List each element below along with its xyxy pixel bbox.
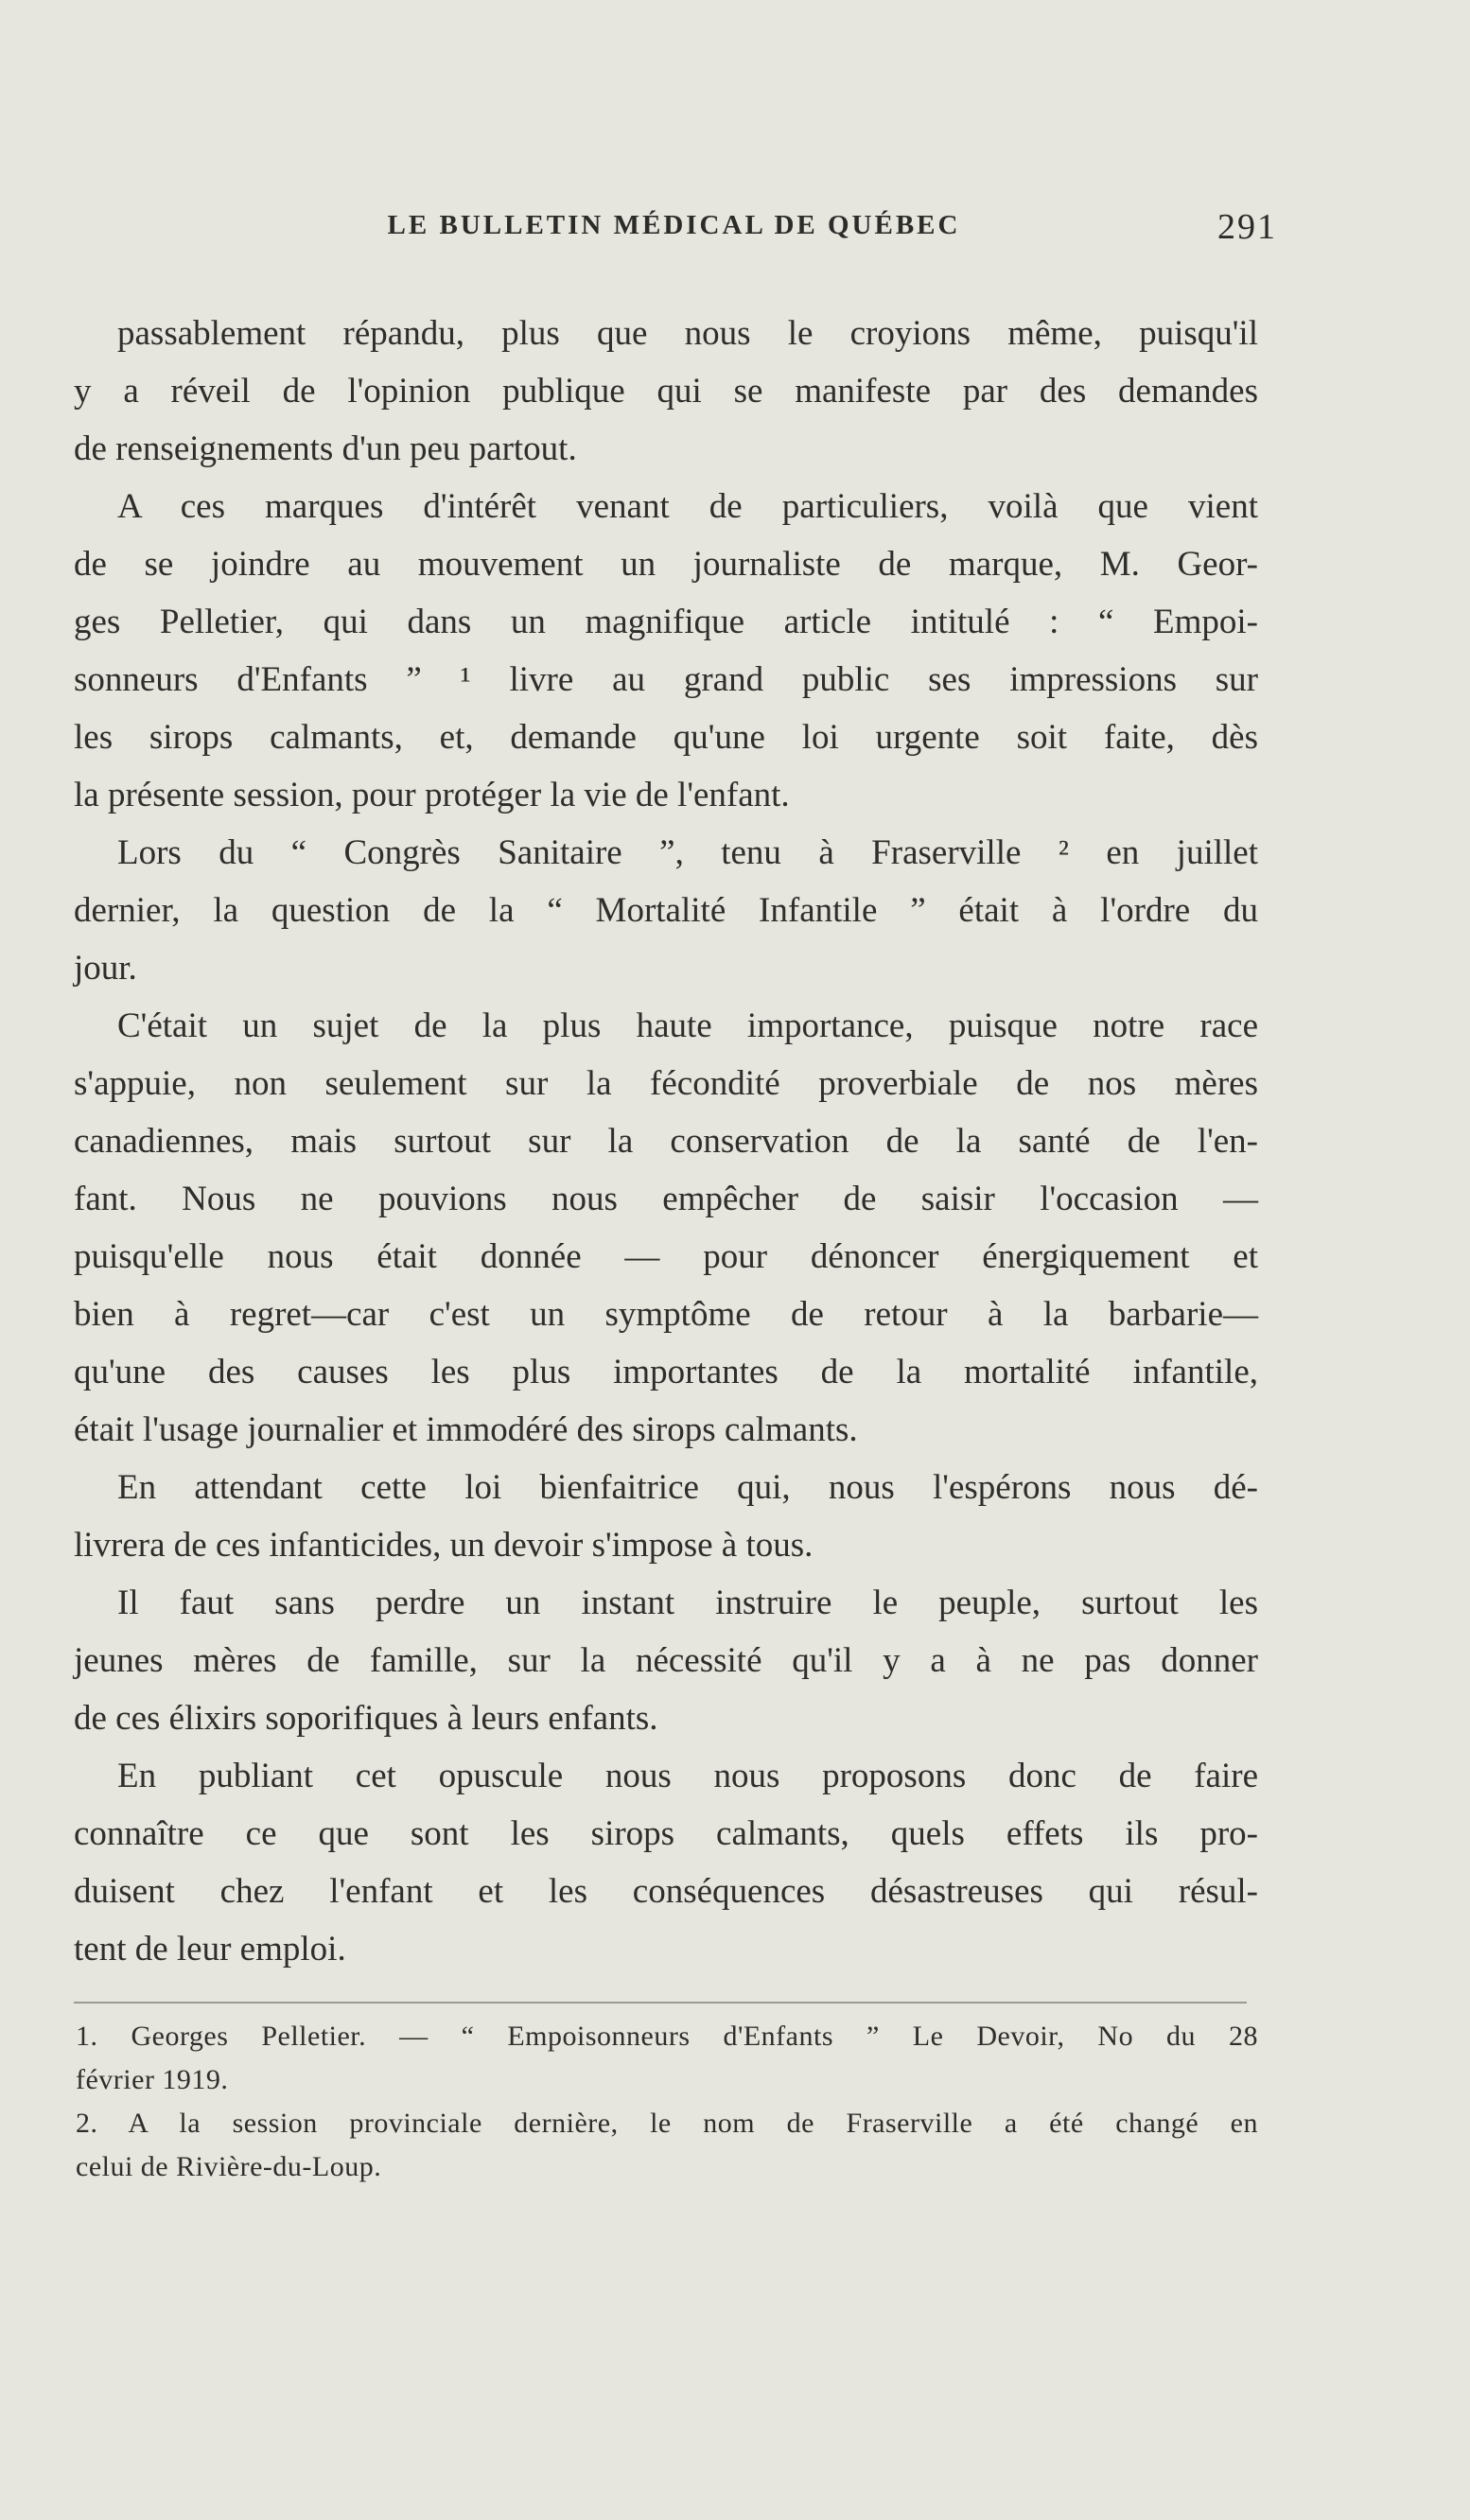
footnote-line: celui de Rivière-du-Loup. [76, 2151, 382, 2182]
text-line: En publiant cet opuscule nous nous proposons donc de faire [117, 1757, 1258, 1795]
text-line: jour. [74, 949, 137, 988]
text-line: duisent chez l'enfant et les conséquences désastreuses qui résul- [74, 1872, 1258, 1911]
paragraph [74, 478, 1258, 824]
text-line: de renseignements d'un peu partout. [74, 429, 577, 468]
footnote [76, 2015, 1258, 2102]
text-line: passablement répandu, plus que nous le croyions même, puisqu'il [117, 314, 1258, 353]
text-line: livrera de ces infanticides, un devoir s'impose à tous. [74, 1526, 814, 1565]
body-text [74, 305, 1258, 1978]
paragraph [74, 997, 1258, 1459]
footnote [76, 2102, 1258, 2189]
text-line: En attendant cette loi bienfaitrice qui, nous l'espérons nous dé- [117, 1468, 1258, 1507]
paragraph [74, 1747, 1258, 1978]
text-line: connaître ce que sont les sirops calmants, quels effets ils pro- [74, 1814, 1258, 1853]
paragraph [74, 824, 1258, 997]
text-line: A ces marques d'intérêt venant de particuliers, voilà que vient [117, 487, 1258, 526]
text-line: les sirops calmants, et, demande qu'une loi urgente soit faite, dès [74, 718, 1258, 757]
page-number: 291 [1217, 207, 1277, 247]
text-line: canadiennes, mais surtout sur la conservation de la santé de l'en- [74, 1122, 1258, 1161]
text-line: qu'une des causes les plus importantes de la mortalité infantile, [74, 1353, 1258, 1391]
text-line: puisqu'elle nous était donnée — pour dénoncer énergiquement et [74, 1237, 1258, 1276]
running-title: LE BULLETIN MÉDICAL DE QUÉBEC [387, 210, 961, 240]
text-line: était l'usage journalier et immodéré des sirops calmants. [74, 1410, 858, 1449]
paragraph [74, 305, 1258, 478]
text-line: tent de leur emploi. [74, 1930, 346, 1969]
text-line: sonneurs d'Enfants ” ¹ livre au grand public ses impressions sur [74, 660, 1258, 699]
text-line: Lors du “ Congrès Sanitaire ”, tenu à Fraserville ² en juillet [117, 833, 1258, 872]
text-line: Il faut sans perdre un instant instruire le peuple, surtout les [117, 1584, 1258, 1622]
text-line: de se joindre au mouvement un journaliste de marque, M. Geor- [74, 545, 1258, 584]
paragraph [74, 1459, 1258, 1574]
paragraph [74, 1574, 1258, 1747]
footnote-divider [74, 2002, 1247, 2004]
text-line: ges Pelletier, qui dans un magnifique article intitulé : “ Empoi- [74, 603, 1258, 641]
footnote-line: 1. Georges Pelletier. — “ Empoisonneurs d'Enfants ” Le Devoir, No du 28 [76, 2021, 1258, 2052]
footnotes [76, 2015, 1258, 2189]
footnote-line: 2. A la session provinciale dernière, le nom de Fraserville a été changé en [76, 2108, 1258, 2139]
text-line: fant. Nous ne pouvions nous empêcher de saisir l'occasion — [74, 1180, 1258, 1218]
text-line: la présente session, pour protéger la vie de l'enfant. [74, 776, 790, 814]
text-line: de ces élixirs soporifiques à leurs enfants. [74, 1699, 658, 1738]
text-line: y a réveil de l'opinion publique qui se manifeste par des demandes [74, 372, 1258, 411]
text-line: jeunes mères de famille, sur la nécessité qu'il y a à ne pas donner [74, 1641, 1258, 1680]
footnote-line: février 1919. [76, 2064, 229, 2095]
text-line: dernier, la question de la “ Mortalité Infantile ” était à l'ordre du [74, 891, 1258, 930]
text-line: C'était un sujet de la plus haute importance, puisque notre race [117, 1006, 1258, 1045]
text-line: s'appuie, non seulement sur la fécondité proverbiale de nos mères [74, 1064, 1258, 1103]
text-line: bien à regret—car c'est un symptôme de retour à la barbarie— [74, 1295, 1258, 1334]
running-head [71, 207, 1277, 248]
